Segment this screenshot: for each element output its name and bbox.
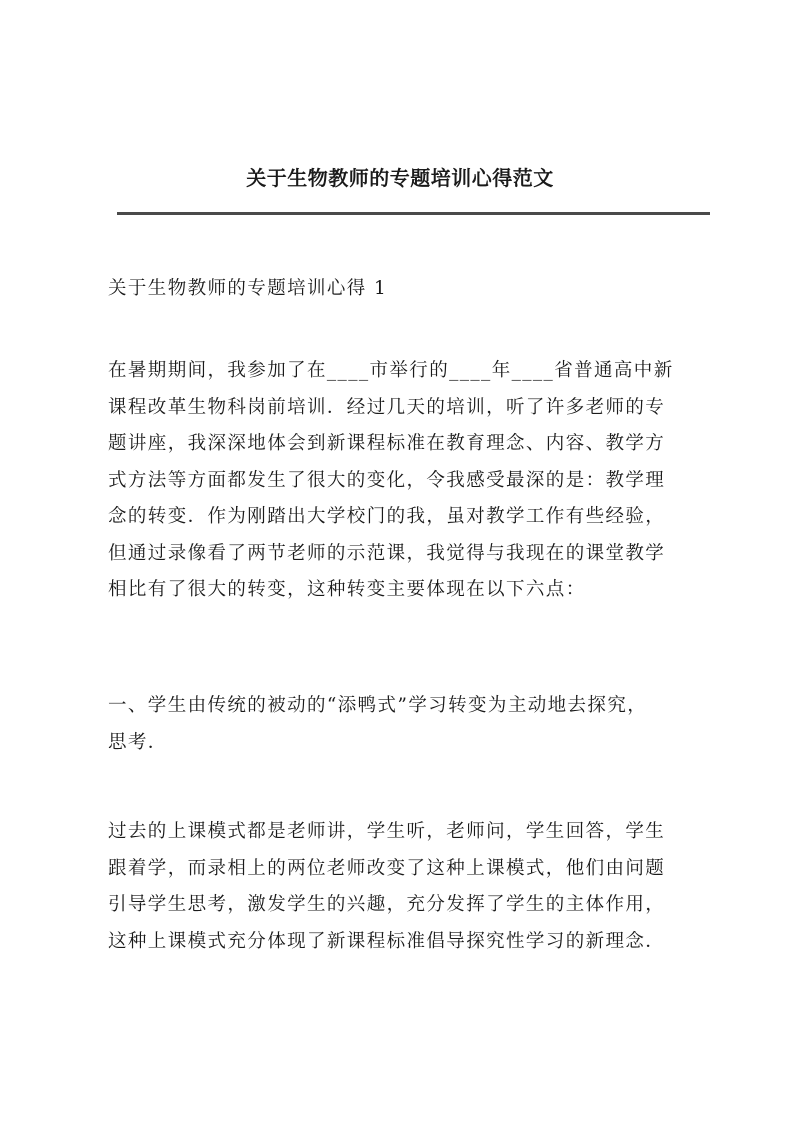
subtitle-line: 关于生物教师的专题培训心得 1 (108, 278, 388, 299)
paragraph-line: 但通过录像看了两节老师的示范课，我觉得与我现在的课堂教学 (108, 542, 666, 564)
paragraph-line: 一、学生由传统的被动的“添鸭式”学习转变为主动地去探究， (108, 695, 648, 716)
paragraph-line: 在暑期期间，我参加了在____市举行的____年____省普通高中新 (108, 360, 674, 381)
paragraph-line: 相比有了很大的转变，这种转变主要体现在以下六点： (108, 579, 586, 600)
paragraph-line: 跟着学，而录相上的两位老师改变了这种上课模式，他们由问题 (108, 857, 666, 879)
paragraph-line: 引导学生思考，激发学生的兴趣，充分发挥了学生的主体作用， (108, 894, 666, 915)
paragraph-line: 过去的上课模式都是老师讲，学生听，老师问，学生回答，学生 (108, 821, 666, 842)
paragraph-line: 题讲座，我深深地体会到新课程标准在教育理念、内容、教学方 (108, 433, 666, 454)
paragraph-line: 课程改革生物科岗前培训．经过几天的培训，听了许多老师的专 (108, 396, 666, 418)
section-subtitle (108, 271, 708, 308)
paragraph-line: 念的转变．作为刚踏出大学校门的我，虽对教学工作有些经验， (108, 506, 666, 527)
paragraph-line: 思考． (108, 731, 168, 753)
paragraph-line: 这种上课模式充分体现了新课程标准倡导探究性学习的新理念． (108, 930, 666, 952)
paragraph-point-one (108, 688, 708, 761)
paragraph-intro (108, 353, 708, 609)
title-underline-rule (117, 212, 710, 215)
paragraph-line: 式方法等方面都发生了很大的变化，令我感受最深的是：教学理 (108, 469, 666, 491)
document-title: 关于生物教师的专题培训心得范文 (246, 166, 554, 190)
paragraph-point-one-detail (108, 814, 708, 960)
